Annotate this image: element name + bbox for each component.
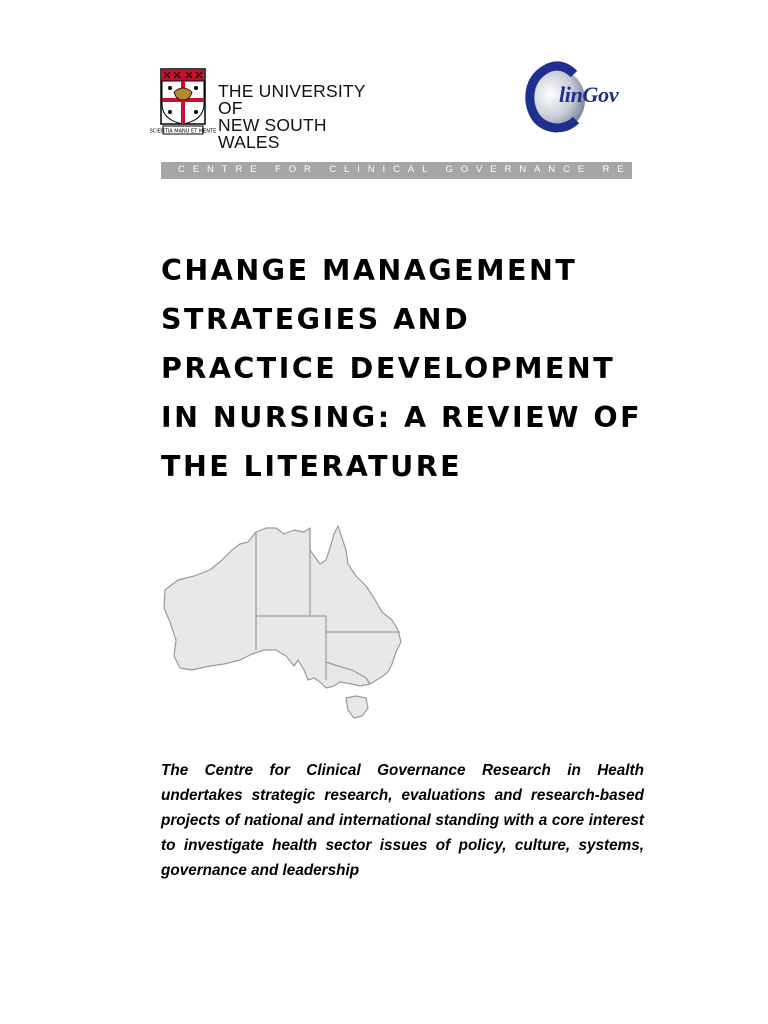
university-name-line1: THE UNIVERSITY OF: [218, 81, 366, 118]
centre-banner-label: CENTRE FOR CLINICAL GOVERNANCE RESEARCH: [178, 164, 719, 175]
title-line: STRATEGIES AND: [161, 303, 471, 336]
title-line: IN NURSING: A REVIEW OF: [161, 401, 643, 434]
crest-motto: SCIENTIA MANU ET MENTE: [149, 128, 217, 135]
centre-description: The Centre for Clinical Governance Research in Health undertakes strategic research, evaluations and research-based projects of national and international standing with a core interest to investigate health sector issues of policy, culture, systems, governance and leadership: [161, 762, 644, 879]
title-line: THE LITERATURE: [161, 450, 463, 483]
document-title: [161, 246, 721, 491]
university-name: [218, 83, 390, 151]
title-line: CHANGE MANAGEMENT: [161, 254, 578, 287]
title-line: PRACTICE DEVELOPMENT: [161, 352, 616, 385]
university-name-line2: NEW SOUTH WALES: [218, 115, 327, 152]
clingov-wordmark: linGov: [559, 82, 619, 107]
australia-mainland: [164, 526, 401, 688]
australia-map-icon: [160, 520, 405, 725]
clingov-logo: [522, 60, 642, 132]
unsw-crest-icon: [149, 68, 217, 136]
unsw-logo: [149, 68, 390, 152]
centre-banner: [161, 162, 719, 179]
tasmania: [346, 696, 368, 718]
